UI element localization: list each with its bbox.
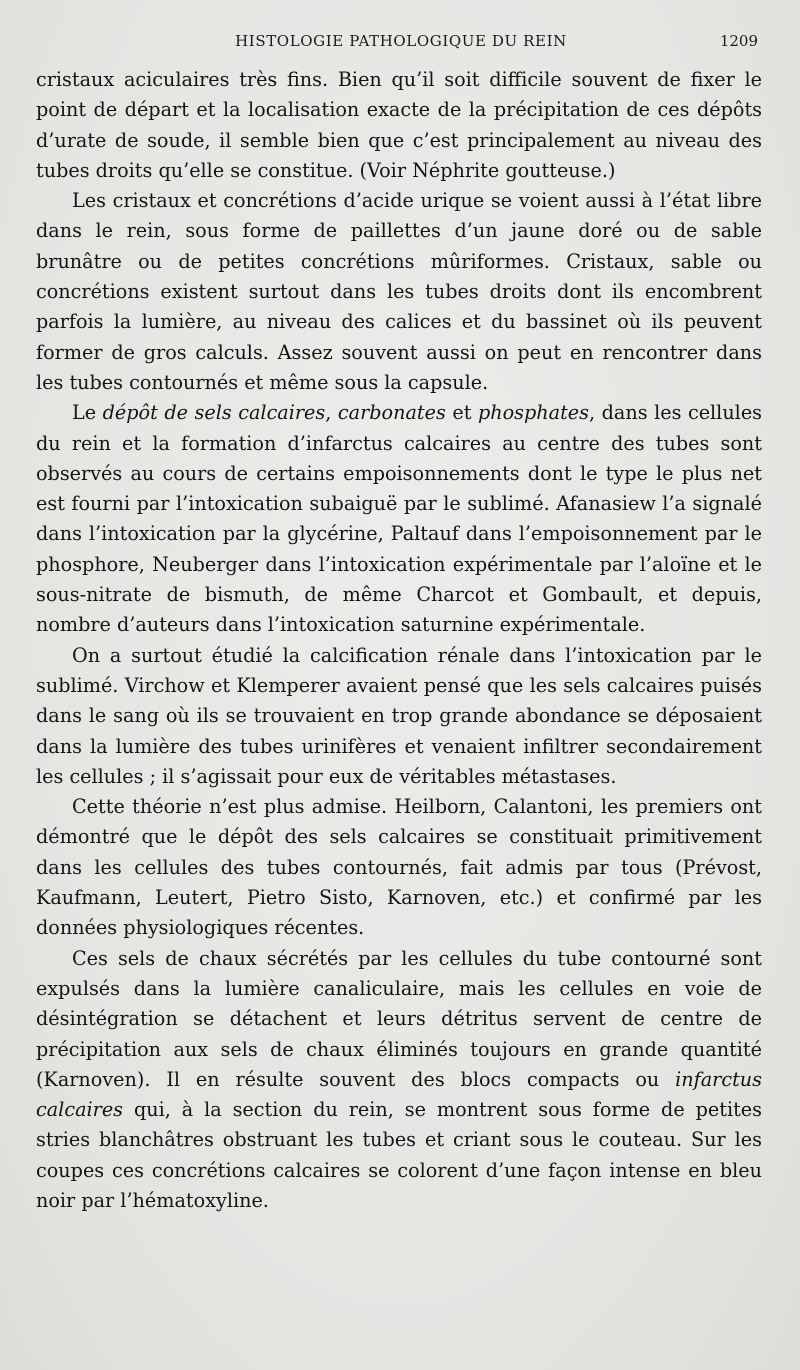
- paragraph-3-text: ,: [325, 401, 338, 425]
- page-number: 1209: [719, 32, 758, 50]
- paragraph-3-text: , dans les cellules du rein et la formation d’infarctus calcaires au centre des tubes sont observés au cours de certains empoisonnements dont le type le plus net est fourni par l’intoxication subaiguë par le sublimé. Afanasiew l’a signalé dans l’intoxication par la glycérine, Paltauf dans l’empoisonnement par le phosphore, Neuberger dans l’intoxication expérimentale par l’aloïne et le sous-nitrate de bismuth, de même Charcot et Gombault, et depuis, nombre d’auteurs dans l’intoxication saturnine expérimentale.: [36, 401, 763, 637]
- italic-term: infarctus calcaires: [36, 1067, 762, 1122]
- italic-term: phosphates: [477, 401, 589, 425]
- italic-term: carbonates: [337, 401, 446, 425]
- running-title: HISTOLOGIE PATHOLOGIQUE DU REIN: [235, 32, 567, 50]
- paragraph-3-text: et: [445, 401, 478, 425]
- paragraph-3: [36, 398, 762, 640]
- paragraph-3-text: Le: [72, 401, 103, 425]
- text-body: [36, 65, 762, 1216]
- paragraph-6-text: Ces sels de chaux sécrétés par les cellules du tube contourné sont expulsés dans la lumière canaliculaire, mais les cellules en voie de désintégration se détachent et leurs détritus servent de centre de précipitation aux sels de chaux éliminés toujours en grande quantité (Karnoven). Il en résulte souvent des blocs compacts ou: [36, 946, 762, 1091]
- paragraph-1: cristaux aciculaires très fins. Bien qu’il soit difficile souvent de fixer le point de départ et la localisation exacte de la précipitation de ces dépôts d’urate de soude, il semble bien que c’est principalement au niveau des tubes droits qu’elle se constitue. (Voir Néphrite goutteuse.): [36, 68, 762, 182]
- paragraph-6: [36, 944, 762, 1217]
- paragraph-6-text: qui, à la section du rein, se montrent sous forme de petites stries blanchâtres obstruant les tubes et criant sous le couteau. Sur les coupes ces concrétions calcaires se colorent d’une façon intense en bleu noir par l’hématoxyline.: [36, 1098, 762, 1212]
- page-header: [40, 32, 762, 56]
- paragraph-5: Cette théorie n’est plus admise. Heilborn, Calantoni, les premiers ont démontré que le dépôt des sels calcaires se constituait primitivement dans les cellules des tubes contournés, fait admis par tous (Prévost, Kaufmann, Leutert, Pietro Sisto, Karnoven, etc.) et confirmé par les données physiologiques récentes.: [36, 795, 762, 940]
- italic-term: dépôt de sels calcaires: [102, 401, 326, 425]
- paragraph-4: On a surtout étudié la calcification rénale dans l’intoxication par le sublimé. Virchow et Klemperer avaient pensé que les sels calcaires puisés dans le sang où ils se trouvaient en trop grande abondance se déposaient dans la lumière des tubes urinifères et venaient infiltrer secondairement les cellules ; il s’agissait pour eux de véritables métastases.: [36, 643, 762, 788]
- paragraph-2: Les cristaux et concrétions d’acide urique se voient aussi à l’état libre dans le rein, sous forme de paillettes d’un jaune doré ou de sable brunâtre ou de petites concrétions mûriformes. Cristaux, sable ou concrétions existent surtout dans les tubes droits dont ils encombrent parfois la lumière, au niveau des calices et du bassinet où ils peuvent former de gros calculs. Assez souvent aussi on peut en rencontrer dans les tubes contournés et même sous la capsule.: [36, 189, 762, 394]
